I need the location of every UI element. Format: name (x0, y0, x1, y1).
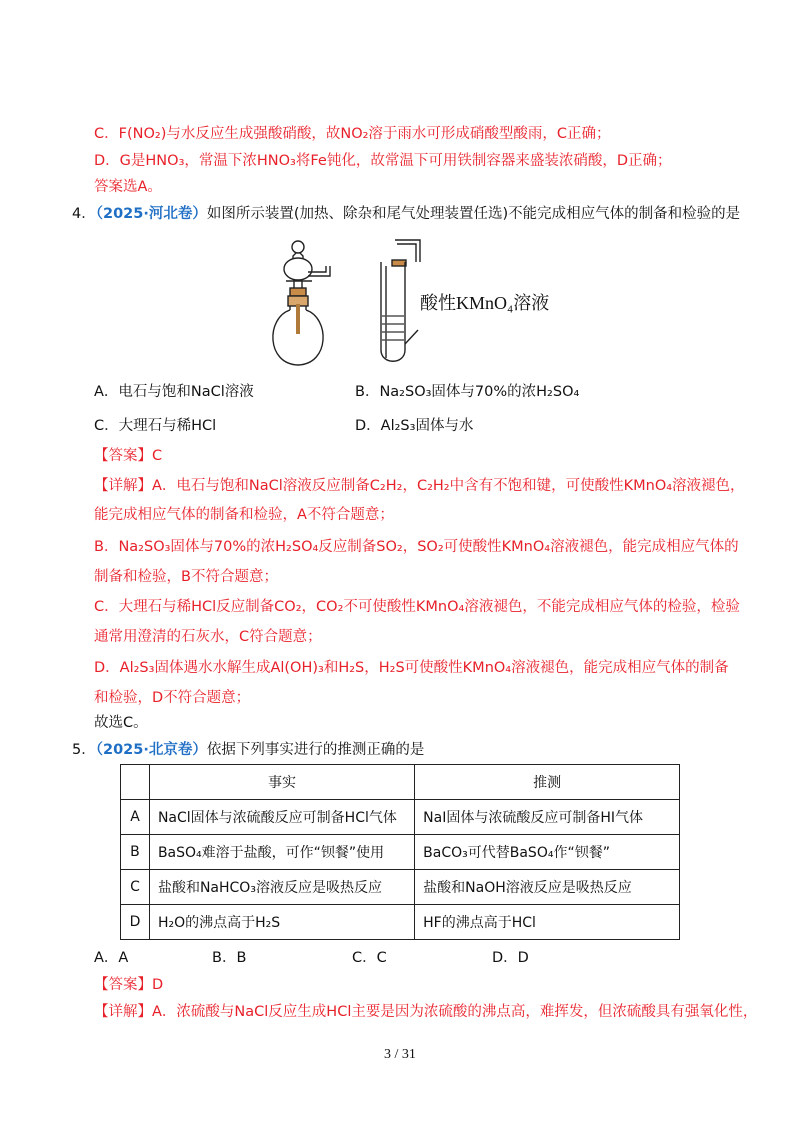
q5-row-inference: HF的沸点高于HCl (415, 905, 680, 940)
q4-detail-b-line2: 制备和检验，B不符合题意； (94, 569, 278, 585)
q5-row-inference: 盐酸和NaOH溶液反应是吸热反应 (415, 870, 680, 905)
q5-option-a: A．A (94, 950, 129, 966)
q5-number: 5． (72, 742, 96, 758)
q4-conclusion: 故选C。 (94, 715, 148, 731)
figure-label: 酸性KMnO₄溶液 (420, 293, 550, 313)
page-number: 3 / 31 (384, 1047, 416, 1062)
table-row (121, 905, 680, 940)
q5-row-letter: C (121, 870, 150, 905)
q4-answer: 【答案】C (94, 448, 163, 464)
q4-option-c: C．大理石与稀HCl (94, 418, 217, 434)
table-row (121, 835, 680, 870)
q5-table (120, 764, 680, 940)
q5-source-tag: （2025·北京卷） (95, 742, 207, 758)
q4-detail-d-line2: 和检验，D不符合题意； (94, 690, 251, 706)
table-row (121, 800, 680, 835)
prev-option-c-analysis: C．F(NO₂)与水反应生成强酸硝酸，故NO₂溶于雨水可形成硝酸型酸雨，C正确； (94, 126, 611, 142)
q4-question-text: 如图所示装置(加热、除杂和尾气处理装置任选)不能完成相应气体的制备和检验的是 (206, 206, 741, 222)
q5-answer: 【答案】D (94, 977, 164, 993)
q4-source-tag: （2025·河北卷） (95, 206, 207, 222)
q4-detail-c-line1: C．大理石与稀HCl反应制备CO₂，CO₂不可使酸性KMnO₄溶液褪色，不能完成相应气体的检验，检验 (94, 599, 740, 615)
q5-header-fact: 事实 (149, 765, 414, 800)
q5-row-fact: NaCl固体与浓硫酸反应可制备HCl气体 (149, 800, 414, 835)
table-row (121, 870, 680, 905)
q5-option-d: D．D (492, 950, 529, 966)
q4-detail-b-line1: B．Na₂SO₃固体与70%的浓H₂SO₄反应制备SO₂，SO₂可使酸性KMnO₄溶液褪色，能完成相应气体的 (94, 539, 739, 555)
q4-option-d: D．Al₂S₃固体与水 (355, 418, 474, 434)
separatory-funnel-flask-icon (273, 241, 330, 365)
q4-detail-a-line2: 能完成相应气体的制备和检验，A不符合题意； (94, 507, 394, 523)
q4-option-b: B．Na₂SO₃固体与70%的浓H₂SO₄ (355, 384, 580, 400)
q5-row-fact: 盐酸和NaHCO₃溶液反应是吸热反应 (149, 870, 414, 905)
q4-detail-a-line1: 【详解】A．电石与饱和NaCl溶液反应制备C₂H₂，C₂H₂中含有不饱和键，可使酸性KMnO₄溶液褪色， (94, 478, 745, 494)
q5-table-header (121, 765, 680, 800)
q5-detail-line1: 【详解】A．浓硫酸与NaCl反应生成HCl主要是因为浓硫酸的沸点高，难挥发，但浓硫酸具有强氧化性， (94, 1004, 758, 1020)
q4-detail-c-line2: 通常用澄清的石灰水，C符合题意； (94, 629, 322, 645)
q5-question-text: 依据下列事实进行的推测正确的是 (206, 742, 425, 758)
q5-option-b: B．B (212, 950, 247, 966)
prev-option-d-analysis: D．G是HNO₃，常温下浓HNO₃将Fe钝化，故常温下可用铁制容器来盛装浓硝酸，D正确； (94, 153, 672, 169)
q4-detail-d-line1: D．Al₂S₃固体遇水水解生成Al(OH)₃和H₂S，H₂S可使酸性KMnO₄溶液褪色，能完成相应气体的制备 (94, 660, 729, 676)
prev-answer: 答案选A。 (94, 179, 162, 195)
q5-row-inference: BaCO₃可代替BaSO₄作“钡餐” (415, 835, 680, 870)
q4-option-a: A．电石与饱和NaCl溶液 (94, 384, 254, 400)
q5-option-c: C．C (352, 950, 387, 966)
q5-row-letter: B (121, 835, 150, 870)
q5-header-inference: 推测 (415, 765, 680, 800)
apparatus-figure (260, 232, 570, 367)
q5-row-letter: D (121, 905, 150, 940)
q4-number: 4． (72, 206, 96, 222)
q5-row-inference: NaI固体与浓硫酸反应可制备HI气体 (415, 800, 680, 835)
test-tube-icon (381, 240, 420, 361)
q4-stem (72, 202, 740, 223)
q5-stem (72, 738, 424, 759)
q5-row-letter: A (121, 800, 150, 835)
q5-row-fact: BaSO₄难溶于盐酸，可作“钡餐”使用 (149, 835, 414, 870)
q5-row-fact: H₂O的沸点高于H₂S (149, 905, 414, 940)
